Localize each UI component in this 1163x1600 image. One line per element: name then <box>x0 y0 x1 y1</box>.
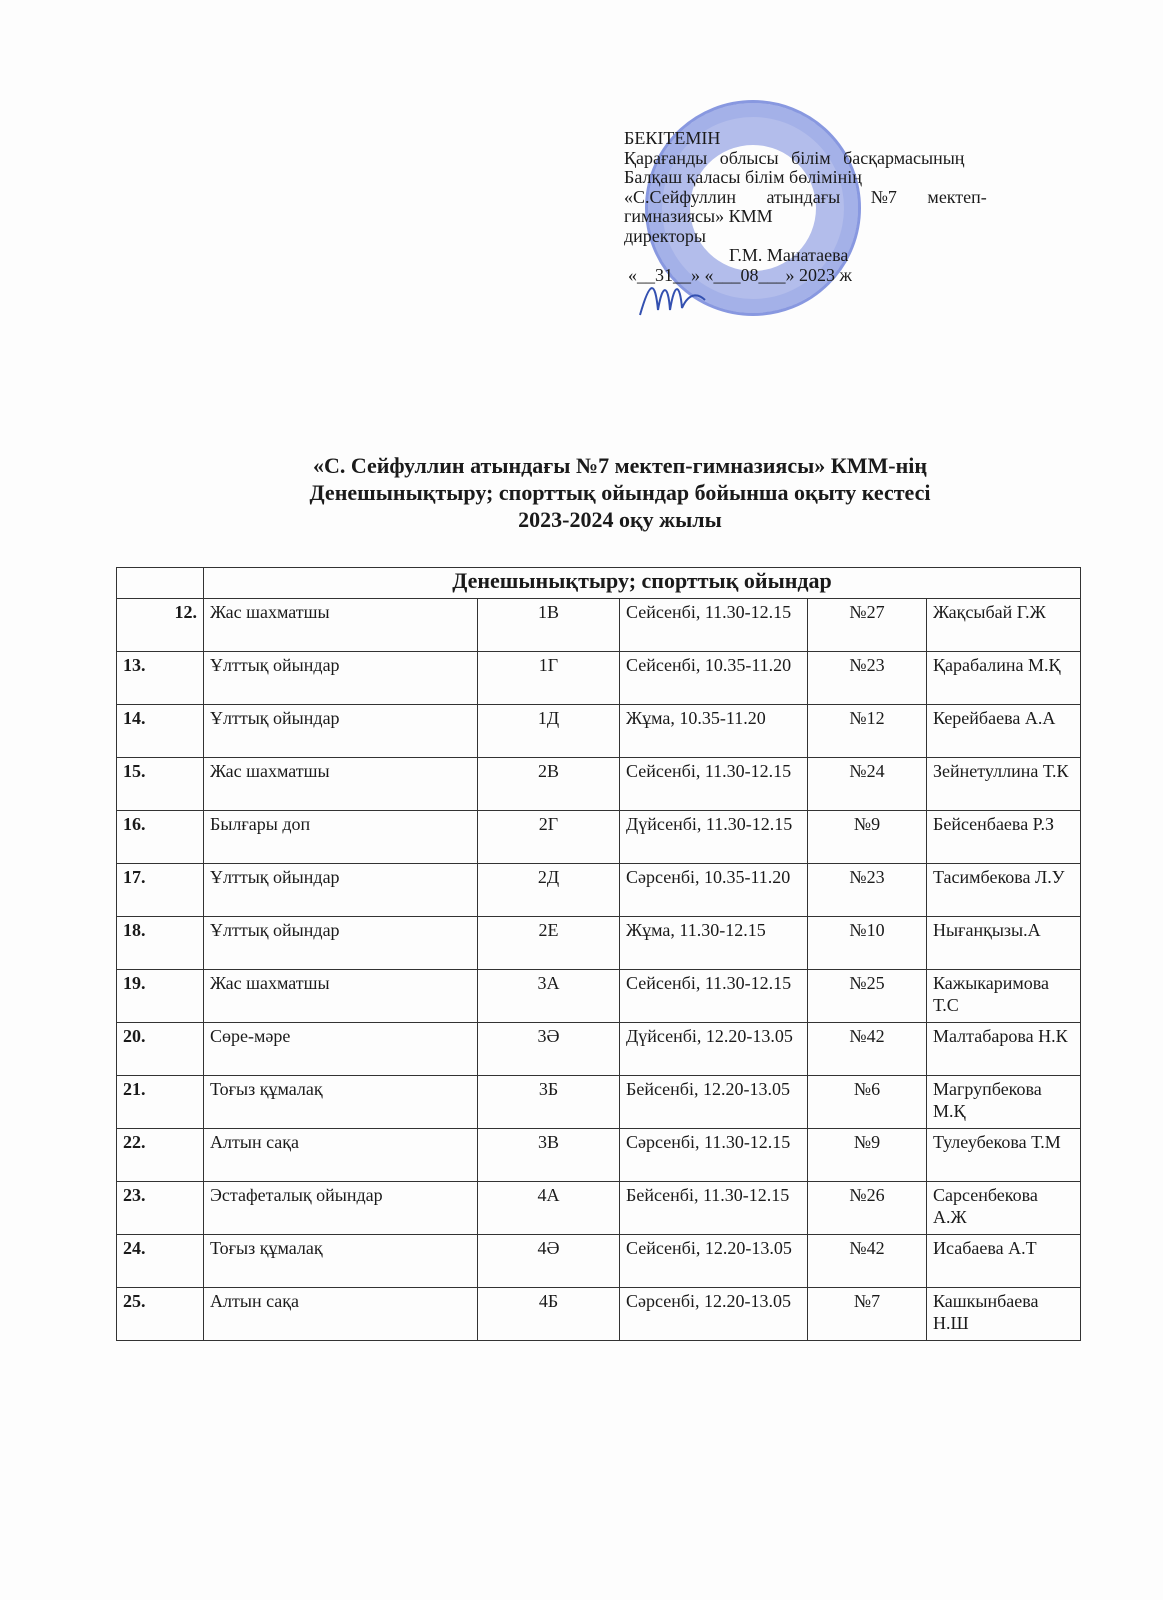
row-number: 17. <box>117 864 204 917</box>
class: 3А <box>478 970 620 1023</box>
teacher: Керейбаева А.А <box>927 705 1081 758</box>
teacher: Исабаева А.Т <box>927 1235 1081 1288</box>
approval-date: «__31__» «___08___» 2023 ж <box>628 264 852 285</box>
schedule-time: Жұма, 11.30-12.15 <box>620 917 808 970</box>
teacher: Нығанқызы.А <box>927 917 1081 970</box>
activity-name: Ұлттық ойындар <box>204 705 478 758</box>
class: 2Д <box>478 864 620 917</box>
table-row <box>117 599 1081 652</box>
schedule-time: Сейсенбі, 12.20-13.05 <box>620 1235 808 1288</box>
table-row <box>117 1076 1081 1129</box>
title-line: «С. Сейфуллин атындағы №7 мектеп-гимназиясы» КММ-нің <box>312 453 928 478</box>
schedule-time: Жұма, 10.35-11.20 <box>620 705 808 758</box>
table-row <box>117 1023 1081 1076</box>
row-number: 21. <box>117 1076 204 1129</box>
row-number: 25. <box>117 1288 204 1341</box>
table-row <box>117 1235 1081 1288</box>
table-row <box>117 758 1081 811</box>
teacher: Тасимбекова Л.У <box>927 864 1081 917</box>
table-row <box>117 705 1081 758</box>
class: 2В <box>478 758 620 811</box>
room: №12 <box>808 705 927 758</box>
table-row <box>117 652 1081 705</box>
approval-line: директоры <box>624 225 707 246</box>
teacher: Жақсыбай Г.Ж <box>927 599 1081 652</box>
room: №25 <box>808 970 927 1023</box>
row-number: 14. <box>117 705 204 758</box>
activity-name: Эстафеталық ойындар <box>204 1182 478 1235</box>
teacher: Сарсенбекова А.Ж <box>927 1182 1081 1235</box>
row-number: 18. <box>117 917 204 970</box>
approval-line: гимназиясы» КММ <box>624 206 773 226</box>
row-number: 13. <box>117 652 204 705</box>
room: №7 <box>808 1288 927 1341</box>
teacher: Тулеубекова Т.М <box>927 1129 1081 1182</box>
room: №10 <box>808 917 927 970</box>
class: 3Б <box>478 1076 620 1129</box>
schedule-time: Сәрсенбі, 11.30-12.15 <box>620 1129 808 1182</box>
activity-name: Ұлттық ойындар <box>204 864 478 917</box>
teacher: Бейсенбаева Р.З <box>927 811 1081 864</box>
row-number: 24. <box>117 1235 204 1288</box>
schedule-time: Сейсенбі, 11.30-12.15 <box>620 970 808 1023</box>
title-line: Денешынықтыру; спорттық ойындар бойынша оқыту кестесі <box>309 480 931 505</box>
room: №23 <box>808 652 927 705</box>
teacher: Кашкынбаева Н.Ш <box>927 1288 1081 1341</box>
activity-name: Жас шахматшы <box>204 758 478 811</box>
teacher: Зейнетуллина Т.К <box>927 758 1081 811</box>
activity-name: Былғары доп <box>204 811 478 864</box>
signer-text: Г.М. Манатаева <box>729 245 849 265</box>
table-row <box>117 970 1081 1023</box>
schedule-time: Бейсенбі, 12.20-13.05 <box>620 1076 808 1129</box>
class: 1В <box>478 599 620 652</box>
class: 4Б <box>478 1288 620 1341</box>
activity-name: Жас шахматшы <box>204 970 478 1023</box>
room: №42 <box>808 1023 927 1076</box>
room: №42 <box>808 1235 927 1288</box>
table-row <box>117 1288 1081 1341</box>
table-row <box>117 811 1081 864</box>
row-number: 15. <box>117 758 204 811</box>
row-number: 16. <box>117 811 204 864</box>
room: №9 <box>808 1129 927 1182</box>
room: №6 <box>808 1076 927 1129</box>
row-number: 20. <box>117 1023 204 1076</box>
activity-name: Алтын сақа <box>204 1288 478 1341</box>
teacher: Магрупбекова М.Қ <box>927 1076 1081 1129</box>
activity-name: Тоғыз құмалақ <box>204 1235 478 1288</box>
class: 2Е <box>478 917 620 970</box>
document-title <box>200 452 1040 533</box>
approval-line: БЕКІТЕМІН <box>624 128 721 148</box>
room: №9 <box>808 811 927 864</box>
activity-name: Сөре-мәре <box>204 1023 478 1076</box>
schedule-time: Дүйсенбі, 12.20-13.05 <box>620 1023 808 1076</box>
row-number: 19. <box>117 970 204 1023</box>
schedule-table <box>116 567 1081 1341</box>
class: 4А <box>478 1182 620 1235</box>
teacher: Малтабарова Н.К <box>927 1023 1081 1076</box>
activity-name: Ұлттық ойындар <box>204 652 478 705</box>
activity-name: Ұлттық ойындар <box>204 917 478 970</box>
empty-cell <box>117 568 204 599</box>
approval-line: Қарағанды облысы білім басқармасының <box>624 147 965 168</box>
schedule-time: Сәрсенбі, 12.20-13.05 <box>620 1288 808 1341</box>
signer-name <box>624 246 1044 266</box>
schedule-time: Сейсенбі, 11.30-12.15 <box>620 758 808 811</box>
room: №24 <box>808 758 927 811</box>
row-number: 22. <box>117 1129 204 1182</box>
activity-name: Алтын сақа <box>204 1129 478 1182</box>
class: 1Д <box>478 705 620 758</box>
schedule-time: Дүйсенбі, 11.30-12.15 <box>620 811 808 864</box>
teacher: Қарабалина М.Қ <box>927 652 1081 705</box>
class: 2Г <box>478 811 620 864</box>
row-number: 23. <box>117 1182 204 1235</box>
approval-line: «С.Сейфуллин атындағы №7 мектеп- <box>624 186 987 207</box>
room: №23 <box>808 864 927 917</box>
activity-name: Жас шахматшы <box>204 599 478 652</box>
schedule-time: Сейсенбі, 11.30-12.15 <box>620 599 808 652</box>
activity-name: Тоғыз құмалақ <box>204 1076 478 1129</box>
table-row <box>117 1182 1081 1235</box>
table-row <box>117 864 1081 917</box>
section-title: Денешынықтыру; спорттық ойындар <box>204 568 1081 599</box>
room: №26 <box>808 1182 927 1235</box>
approval-line: Балқаш қаласы білім бөлімінің <box>624 167 862 187</box>
approval-block <box>624 129 1044 285</box>
row-number: 12. <box>117 599 204 652</box>
schedule-time: Сейсенбі, 10.35-11.20 <box>620 652 808 705</box>
teacher: Кажыкаримова Т.С <box>927 970 1081 1023</box>
section-header-row <box>117 568 1081 599</box>
table-row <box>117 917 1081 970</box>
schedule-time: Сәрсенбі, 10.35-11.20 <box>620 864 808 917</box>
class: 1Г <box>478 652 620 705</box>
title-line: 2023-2024 оқу жылы <box>518 507 722 532</box>
class: 3Ә <box>478 1023 620 1076</box>
class: 4Ә <box>478 1235 620 1288</box>
table-row <box>117 1129 1081 1182</box>
class: 3В <box>478 1129 620 1182</box>
schedule-time: Бейсенбі, 11.30-12.15 <box>620 1182 808 1235</box>
room: №27 <box>808 599 927 652</box>
